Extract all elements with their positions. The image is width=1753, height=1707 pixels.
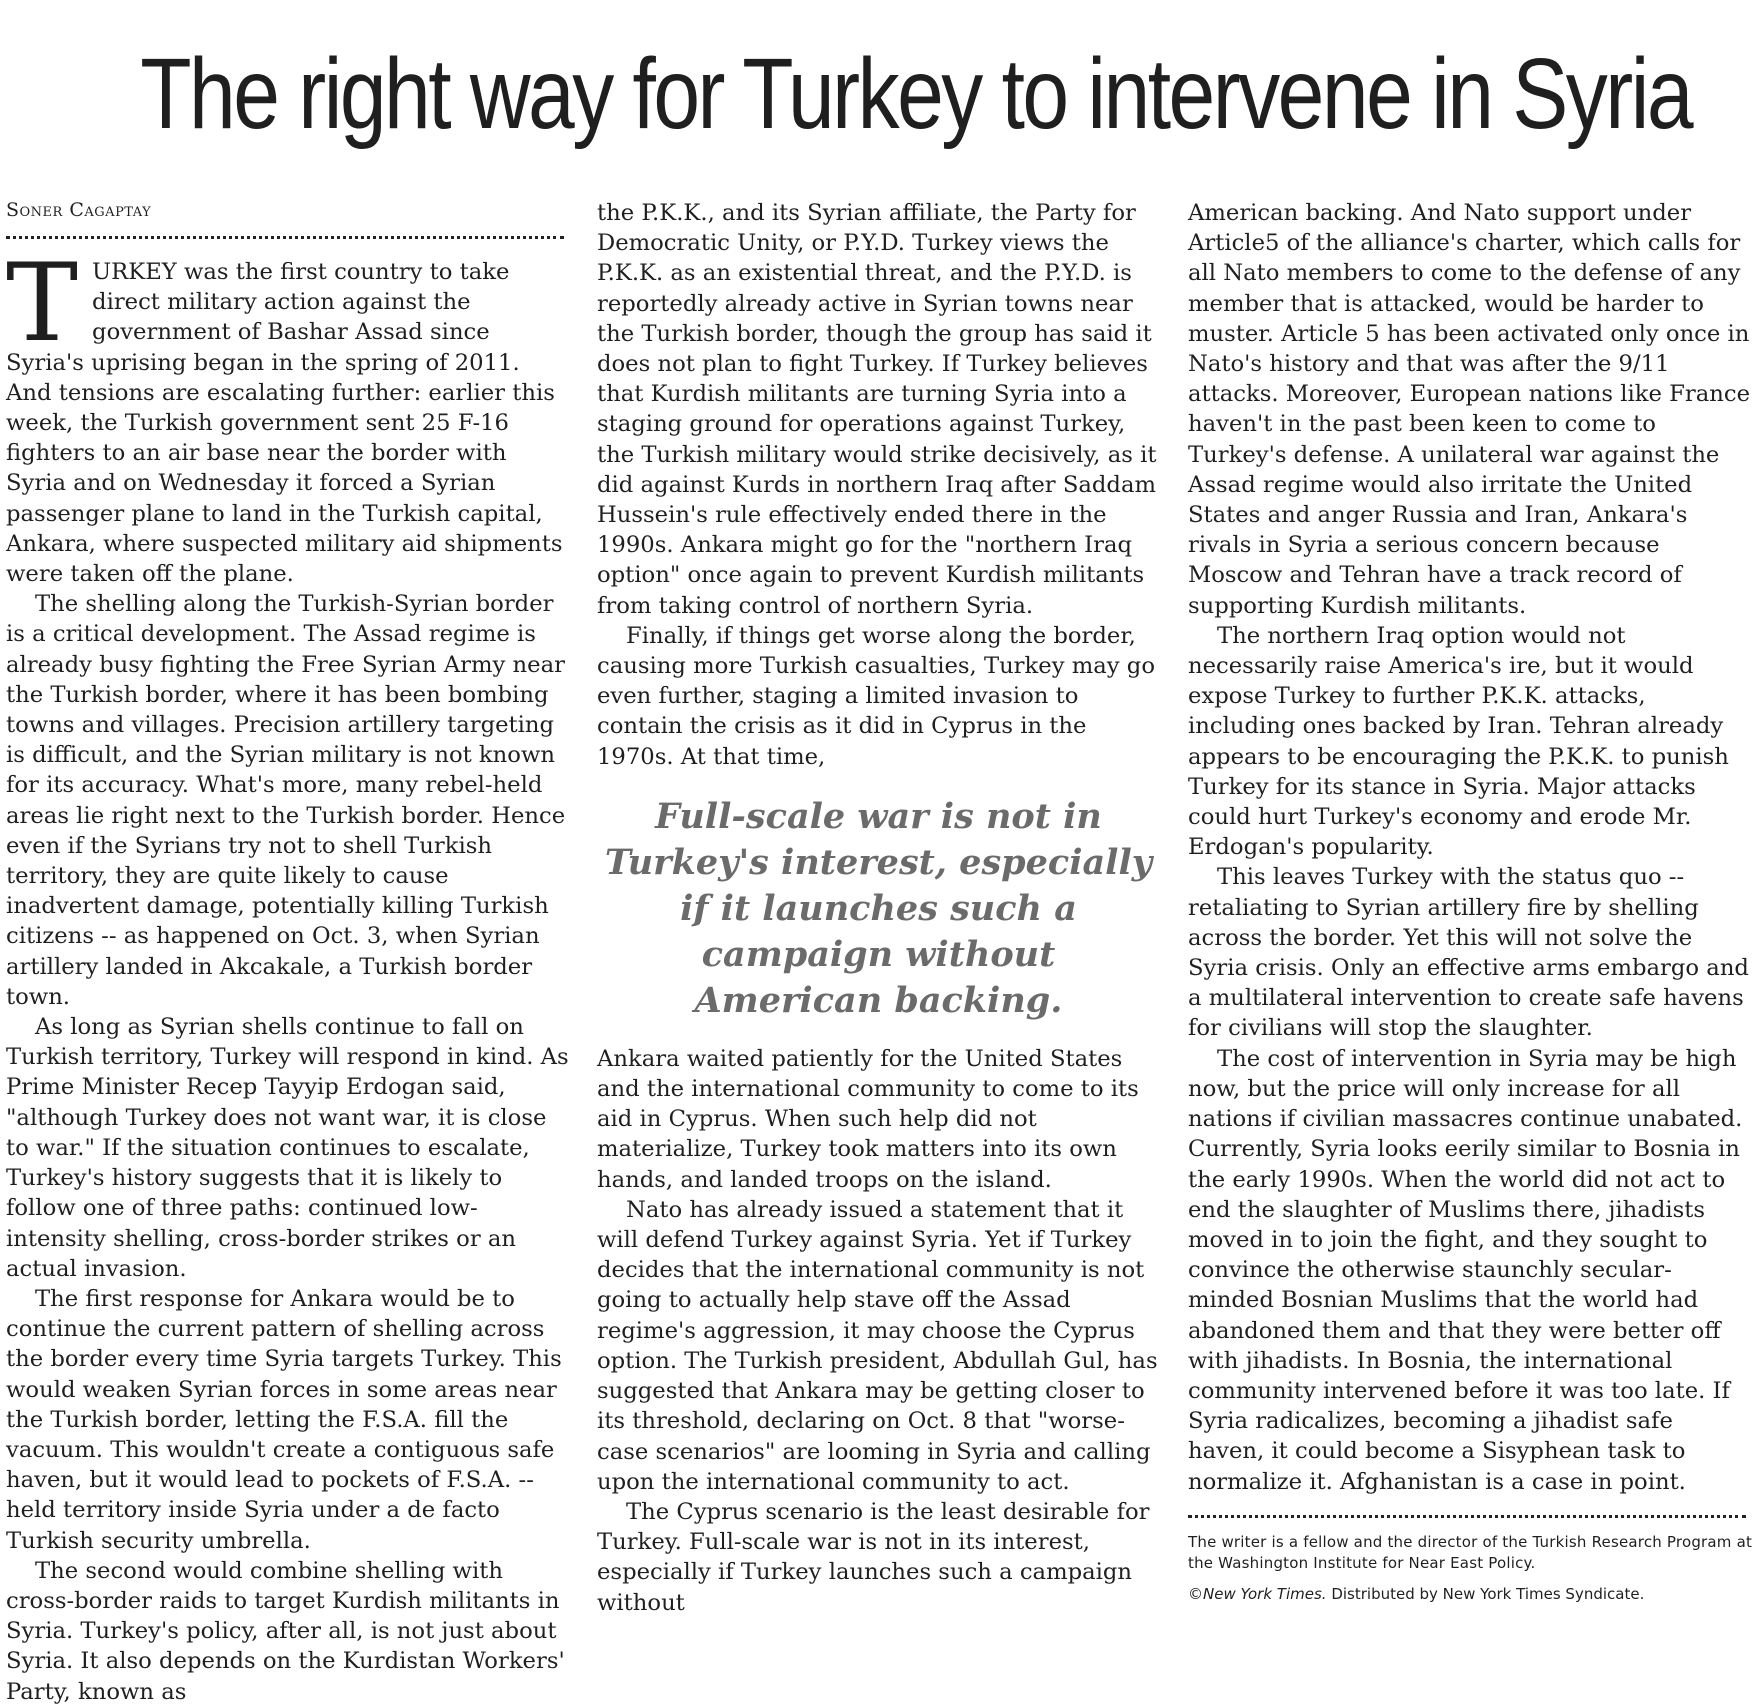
author-bio: The writer is a fellow and the director of the Turkish Research Program at the Washington Institute for Near East Policy. (1188, 1532, 1753, 1572)
headline: The right way for Turkey to intervene in Syria (140, 38, 1692, 150)
paragraph: This leaves Turkey with the status quo -- retaliating to Syrian artillery fire by shelling across the border. Yet this will not solve the Syria crisis. Only an effective arms embargo and a multilateral intervention to create safe havens for civilians will stop the slaughter. (1188, 864, 1749, 1042)
syndication-credit (1188, 1584, 1753, 1605)
paragraph: The second would combine shelling with cross-border raids to target Kurdish militants in Syria. Turkey's policy, after all, is not just about Syria. It also depends on the Kurdistan Workers' Party, known as (6, 1557, 565, 1705)
paragraph: the P.K.K., and its Syrian affiliate, the Party for Democratic Unity, or P.Y.D. Turkey views the P.K.K. as an existential threat, and the P.Y.D. is reportedly already active in Syrian towns near the Turkish border, though the group has said it does not plan to fight Turkey. If Turkey believes that Kurdish militants are turning Syria into a staging ground for operations against Turkey, the Turkish military would strike decisively, as it did against Kurds in northern Iraq after Saddam Hussein's rule effectively ended there in the 1990s. Ankara might go for the "northern Iraq option" once again to prevent Kurdish militants from taking control of northern Syria. (597, 200, 1157, 619)
paragraph: As long as Syrian shells continue to fall on Turkish territory, Turkey will respond in kind. As Prime Minister Recep Tayyip Erdogan said, "although Turkey does not want war, it is close to war." If the situation continues to escalate, Turkey's history suggests that it is likely to follow one of three paths: continued low-intensity shelling, cross-border strikes or an actual invasion. (6, 1014, 569, 1282)
paragraph: The cost of intervention in Syria may be high now, but the price will only increase for all nations if civilian massacres continue unabated. Currently, Syria looks eerily similar to Bosnia in the early 1990s. When the world did not act to end the slaughter of Muslims there, jihadists moved in to join the fight, and they sought to convince the otherwise staunchly secular-minded Bosnian Muslims that the world had abandoned them and that they were better off with jihadists. In Bosnia, the international community intervened before it was too late. If Syria radicalizes, becoming a jihadist safe haven, it could become a Sisyphean task to normalize it. Afghanistan is a case in point. (1188, 1045, 1743, 1495)
byline: Soner Cagaptay (6, 199, 152, 221)
column-2 (597, 198, 1160, 1618)
pull-quote: Full-scale war is not in Turkey's interest, especially if it launches such a campaign without American backing. (604, 795, 1153, 1021)
paragraph: Ankara waited patiently for the United States and the international community to come to its aid in Cyprus. When such help did not materialize, Turkey took matters into its own hands, and landed troops on the island. (597, 1045, 1139, 1193)
paragraph: Nato has already issued a statement that it will defend Turkey against Syria. Yet if Turkey decides that the international community is not going to actually help stave off the Assad regime's aggression, it may choose the Cyprus option. The Turkish president, Abdullah Gul, has suggested that Ankara may be getting closer to its threshold, declaring on Oct. 8 that "worse-case scenarios" are looming in Syria and calling upon the international community to act. (597, 1196, 1158, 1495)
paragraph: American backing. And Nato support under Article5 of the alliance's charter, which calls for all Nato members to come to the defense of any member that is attacked, would be harder to muster. Article 5 has been activated only once in Nato's history and that was after the 9/11 attacks. Moreover, European nations like France haven't in the past been keen to come to Turkey's defense. A unilateral war against the Assad regime would also irritate the United States and anger Russia and Iran, Ankara's rivals in Syria a serious concern because Moscow and Tehran have a track record of supporting Kurdish militants. (1188, 200, 1751, 619)
credit-distribution: Distributed by New York Times Syndicate. (1326, 1584, 1645, 1603)
paragraph: The northern Iraq option would not necessarily raise America's ire, but it would expose Turkey to further P.K.K. attacks, including ones backed by Iran. Tehran already appears to be encouraging the P.K.K. to punish Turkey for its stance in Syria. Major attacks could hurt Turkey's economy and erode Mr. Erdogan's popularity. (1188, 622, 1729, 861)
paragraph: The shelling along the Turkish-Syrian border is a critical development. The Assad regime is already busy fighting the Free Syrian Army near the Turkish border, where it has been bombing towns and villages. Precision artillery targeting is difficult, and the Syrian military is not known for its accuracy. What's more, many rebel-held areas lie right next to the Turkish border. Hence even if the Syrians try not to shell Turkish territory, they are quite likely to cause inadvertent damage, potentially killing Turkish citizens -- as happened on Oct. 3, when Syrian artillery landed in Akcakale, a Turkish border town. (6, 591, 566, 1010)
paragraph: Finally, if things get worse along the border, causing more Turkish casualties, Turkey may go even further, staging a limited invasion to contain the crisis as it did in Cyprus in the 1970s. At that time, (597, 622, 1155, 770)
paragraph: The first response for Ankara would be to continue the current pattern of shelling across the border every time Syria targets Turkey. This would weaken Syrian forces in some areas near the Turkish border, letting the F.S.A. fill the vacuum. This wouldn't create a contiguous safe haven, but it would lead to pockets of F.S.A. -- held territory inside Syria under a de facto Turkish security umbrella. (6, 1285, 562, 1554)
paragraph: TURKEY was the first country to take direct military action against the government of Bashar Assad since Syria's uprising began in the spring of 2011. And tensions are escalating further: earlier this week, the Turkish government sent 25 F-16 fighters to an air base near the border with Syria and on Wednesday it forced a Syrian passenger plane to land in the Turkish capital, Ankara, where suspected military aid shipments were taken off the plane. (6, 241, 563, 588)
byline-divider (6, 236, 564, 239)
column-3 (1188, 198, 1753, 1605)
footer-divider (1188, 1515, 1746, 1518)
credit-source: ©New York Times. (1188, 1584, 1327, 1603)
drop-cap: T (6, 241, 79, 366)
column-1 (6, 198, 571, 1707)
paragraph: The Cyprus scenario is the least desirable for Turkey. Full-scale war is not in its interest, especially if Turkey launches such a campaign without (597, 1498, 1150, 1616)
